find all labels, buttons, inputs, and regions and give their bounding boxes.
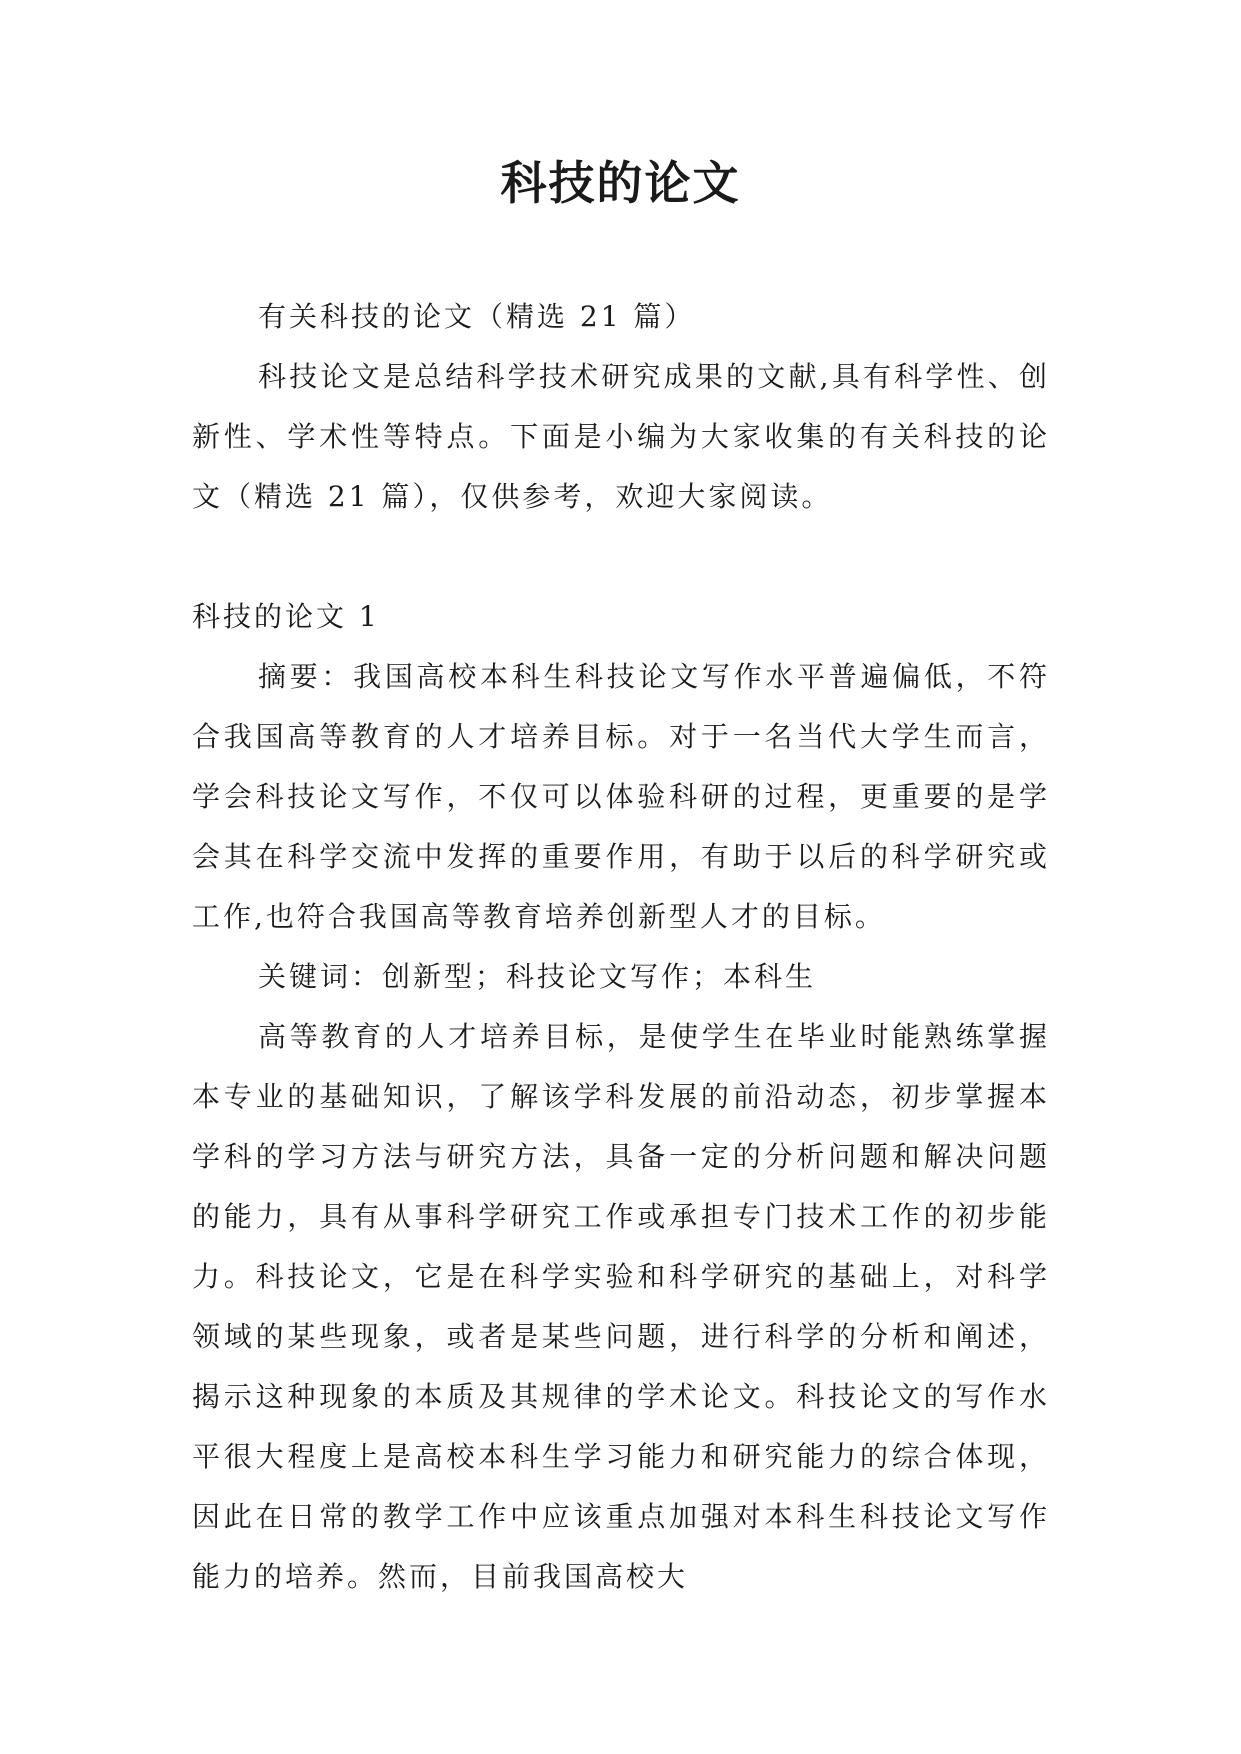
subtitle-paragraph: 有关科技的论文（精选 21 篇） bbox=[258, 300, 696, 333]
keywords-paragraph: 关键词：创新型；科技论文写作；本科生 bbox=[258, 960, 817, 993]
intro-paragraph: 科技论文是总结科学技术研究成果的文献,具有科学性、创新性、学术性等特点。下面是小编为大家收集的有关科技的论文（精选 21 篇），仅供参考，欢迎大家阅读。 bbox=[192, 360, 1050, 513]
document-title: 科技的论文 bbox=[500, 156, 741, 210]
document-body bbox=[192, 287, 1050, 1607]
section-heading: 科技的论文 1 bbox=[192, 600, 380, 633]
body-paragraph: 高等教育的人才培养目标，是使学生在毕业时能熟练掌握本专业的基础知识，了解该学科发展的前沿动态，初步掌握本学科的学习方法与研究方法，具备一定的分析问题和解决问题的能力，具有从事科学研究工作或承担专门技术工作的初步能力。科技论文，它是在科学实验和科学研究的基础上，对科学领域的某些现象，或者是某些问题，进行科学的分析和阐述，揭示这种现象的本质及其规律的学术论文。科技论文的写作水平很大程度上是高校本科生学习能力和研究能力的综合体现，因此在日常的教学工作中应该重点加强对本科生科技论文写作能力的培养。然而，目前我国高校大 bbox=[192, 1020, 1050, 1593]
abstract-paragraph: 摘要：我国高校本科生科技论文写作水平普遍偏低，不符合我国高等教育的人才培养目标。对于一名当代大学生而言，学会科技论文写作，不仅可以体验科研的过程，更重要的是学会其在科学交流中发挥的重要作用，有助于以后的科学研究或工作,也符合我国高等教育培养创新型人才的目标。 bbox=[192, 660, 1050, 933]
paragraph-spacer bbox=[192, 527, 1050, 587]
